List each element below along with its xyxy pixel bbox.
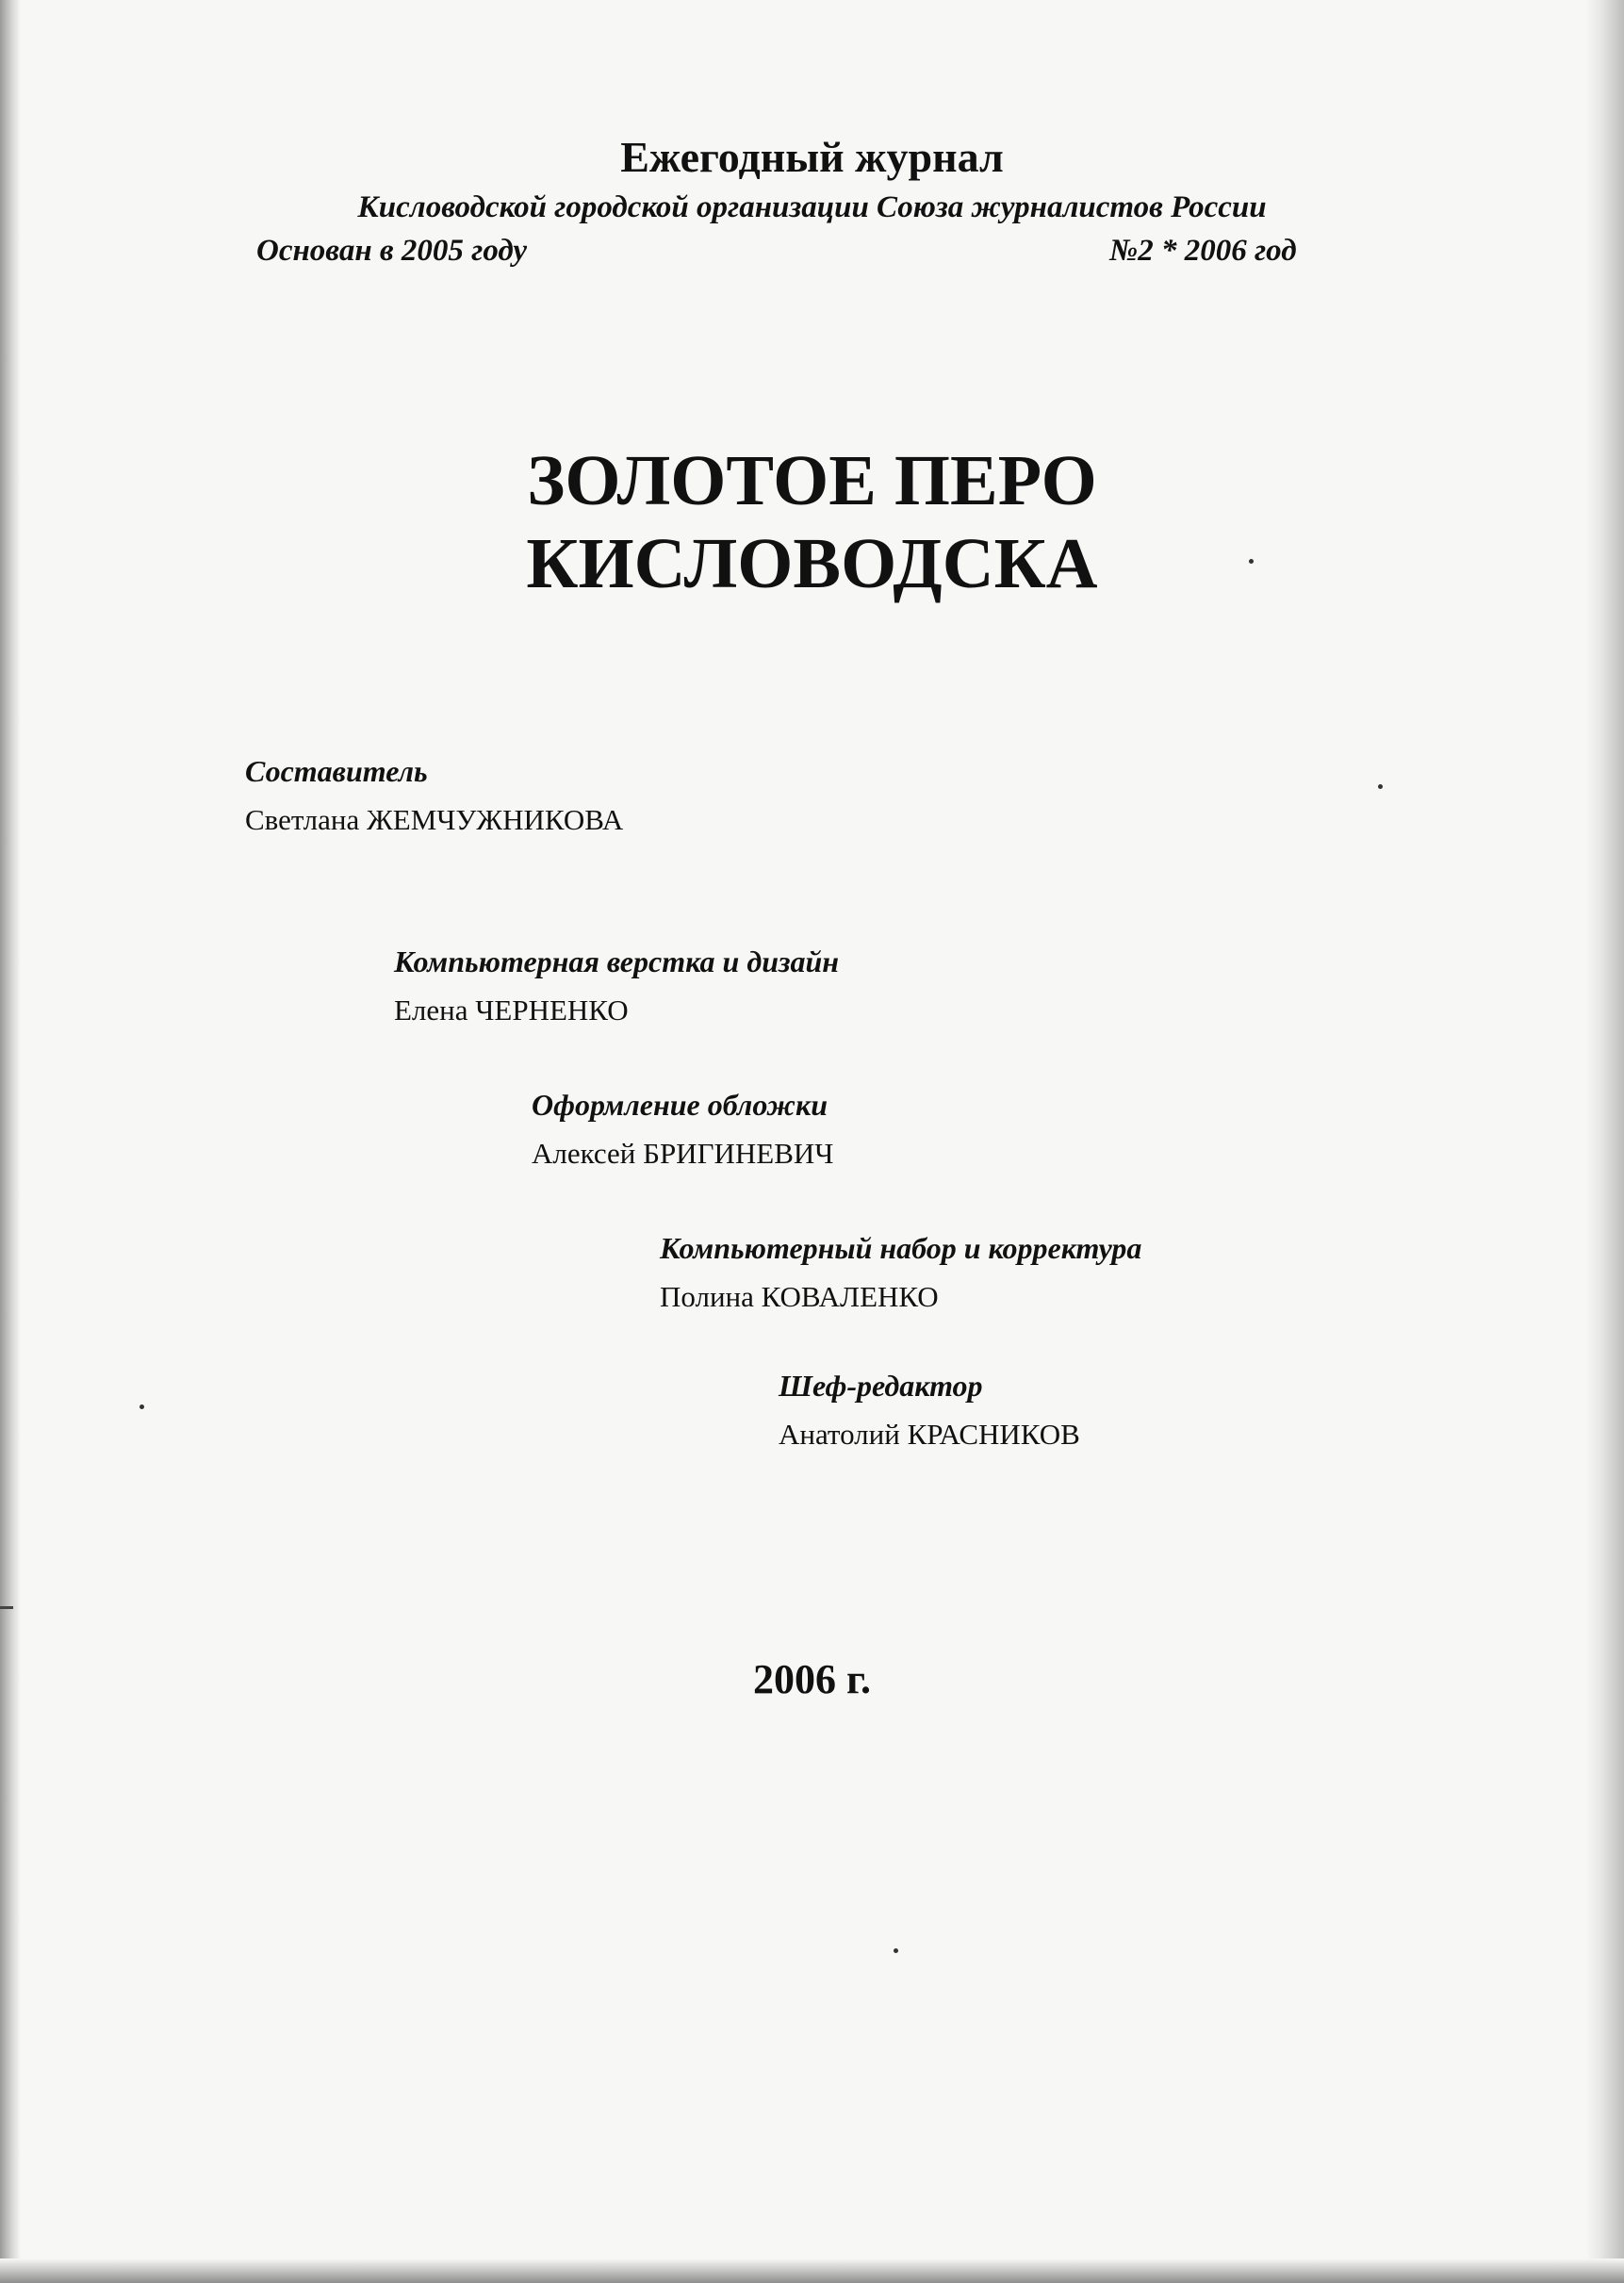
credit-role-layout-design: Компьютерная верстка и дизайн — [394, 944, 840, 978]
credit-role-chief-editor: Шеф-редактор — [779, 1369, 983, 1403]
speck-mark — [894, 1948, 898, 1953]
scan-edge-left — [0, 0, 21, 2283]
credit-name-compiler: Светлана ЖЕМЧУЖНИКОВА — [245, 803, 624, 836]
credit-name-layout-design: Елена ЧЕРНЕНКО — [394, 994, 629, 1027]
speck-mark — [1378, 784, 1383, 789]
book-title-line-2: КИСЛОВОДСКА — [526, 524, 1098, 603]
organization-line: Кисловодской городской организации Союза журналистов России — [357, 190, 1267, 224]
issue-number: №2 * 2006 год — [1109, 234, 1297, 268]
journal-heading: Ежегодный журнал — [620, 133, 1004, 181]
credit-role-compiler: Составитель — [245, 754, 428, 788]
credit-name-cover-design: Алексей БРИГИНЕВИЧ — [532, 1137, 834, 1170]
speck-mark — [1249, 559, 1254, 564]
book-title-line-1: ЗОЛОТОЕ ПЕРО — [527, 441, 1097, 520]
scan-edge-bottom — [0, 2258, 1624, 2283]
credit-role-cover-design: Оформление обложки — [532, 1088, 828, 1122]
scan-edge-right — [1586, 0, 1624, 2283]
credit-name-chief-editor: Анатолий КРАСНИКОВ — [779, 1418, 1080, 1451]
publication-year: 2006 г. — [752, 1656, 872, 1702]
founded-line: Основан в 2005 году — [256, 234, 527, 268]
book-title — [0, 439, 1624, 605]
margin-tick-mark — [0, 1606, 13, 1609]
credit-role-typesetting-proofreading: Компьютерный набор и корректура — [660, 1231, 1142, 1265]
speck-mark — [139, 1404, 144, 1409]
credit-name-typesetting-proofreading: Полина КОВАЛЕНКО — [660, 1280, 939, 1313]
